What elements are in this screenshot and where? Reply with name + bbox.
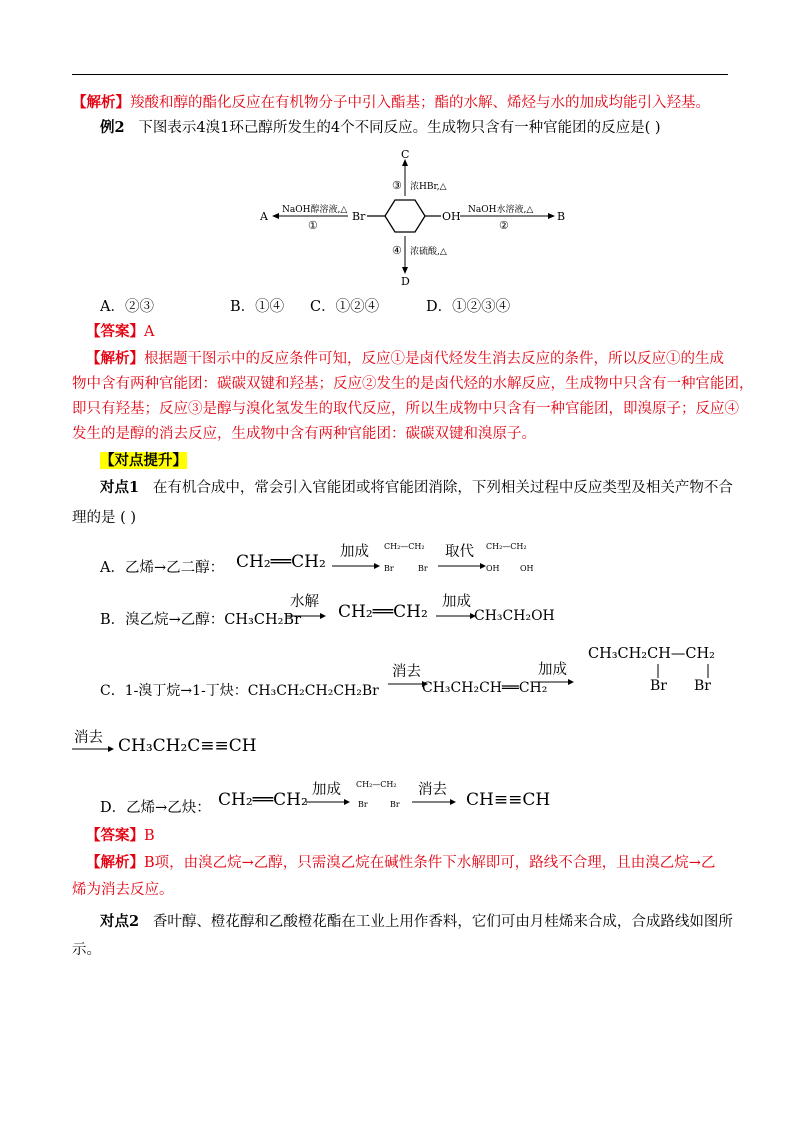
analysis-1: 【解析】羧酸和醇的酯化反应在有机物分子中引入酯基；酯的水解、烯烃与水的加成均能引入羟基。: [72, 94, 710, 111]
option-d: D．①②③④: [426, 299, 511, 315]
r4-conditions: 浓硫酸,△: [410, 247, 447, 257]
example2-analysis-line-4: 发生的是醇的消去反应，生成物中含有两种官能团：碳碳双键和溴原子。: [72, 426, 536, 442]
product-a: A: [260, 210, 268, 223]
r1-conditions: NaOH醇溶液,△: [282, 205, 348, 215]
practice1-option-c-cont: 消去 CH₃CH₂C≡≡CH: [74, 730, 257, 756]
practice1-question-line-1: 对点1 在有机合成中，常会引入官能团或将官能团消除，下列相关过程中反应类型及相关产物不合: [100, 479, 733, 496]
option-c: C．①②④: [310, 299, 380, 315]
example2-analysis-line-2: 物中含有两种官能团：碳碳双键和羟基；反应②发生的是卤代烃的水解反应，生成物中只含有一种官能团，: [72, 376, 754, 392]
practice1-option-b: B．溴乙烷→乙醇：CH₃CH₂Br 水解 CH₂══CH₂ 加成 CH₃CH₂OH: [100, 594, 555, 628]
product-b: B: [557, 210, 566, 223]
product-c: C: [401, 148, 410, 161]
oh-substituent: OH: [442, 210, 461, 223]
practice1-option-a: A．乙烯→乙二醇： CH₂══CH₂ 加成 CH₂—CH₂ Br Br 取代 CH₂—CH₂ OH OH: [100, 542, 534, 576]
practice1-analysis-line-2: 烯为消去反应。: [72, 882, 174, 898]
example2-question: 例2 下图表示4溴1环己醇所发生的4个不同反应。生成物只含有一种官能团的反应是( ): [100, 119, 661, 136]
example2-analysis-line-1: 【解析】根据题干图示中的反应条件可知，反应①是卤代烃发生消去反应的条件，所以反应①的生成: [86, 350, 724, 367]
r4-number: ④: [392, 244, 402, 257]
r3-number: ③: [392, 179, 402, 192]
reaction-diagram: [255, 146, 580, 286]
example2-answer: 【答案】A: [86, 323, 155, 340]
practice1-option-c: C．1-溴丁烷→1-丁炔：CH₃CH₂CH₂CH₂Br 消去 CH₃CH₂CH══CH₂ 加成 CH₃CH₂CH—CH₂ Br Br: [100, 646, 715, 699]
practice1-option-d: D．乙烯→乙炔： CH₂══CH₂ 加成 CH₂—CH₂ Br Br 消去 CH≡≡CH: [100, 780, 551, 816]
cyclohexane-ring: [385, 200, 425, 232]
practice1-answer: 【答案】B: [86, 827, 155, 844]
option-b: B．①④: [230, 299, 285, 315]
practice1-analysis-line-1: 【解析】B项，由溴乙烷→乙醇，只需溴乙烷在碱性条件下水解即可，路线不合理，且由溴乙烷→乙: [86, 854, 716, 871]
r1-number: ①: [308, 219, 318, 232]
r2-number: ②: [499, 219, 509, 232]
practice2-line-2: 示。: [72, 942, 101, 958]
r3-conditions: 浓HBr,△: [410, 182, 447, 192]
product-d: D: [401, 275, 410, 286]
practice2-line-1: 对点2 香叶醇、橙花醇和乙酸橙花酯在工业上用作香料，它们可由月桂烯来合成，合成路线如图所: [100, 913, 733, 930]
option-a: A．②③: [100, 299, 154, 315]
br-substituent: Br: [352, 210, 366, 223]
header-rule: [72, 74, 728, 75]
practice1-question-line-2: 理的是 ( ): [72, 510, 137, 526]
section-title: 【对点提升】: [100, 452, 187, 469]
example2-analysis-line-3: 即只有羟基；反应③是醇与溴化氢发生的取代反应，所以生成物中只含有一种官能团，即溴原子；反应④: [72, 401, 739, 417]
r2-conditions: NaOH水溶液,△: [468, 205, 534, 215]
